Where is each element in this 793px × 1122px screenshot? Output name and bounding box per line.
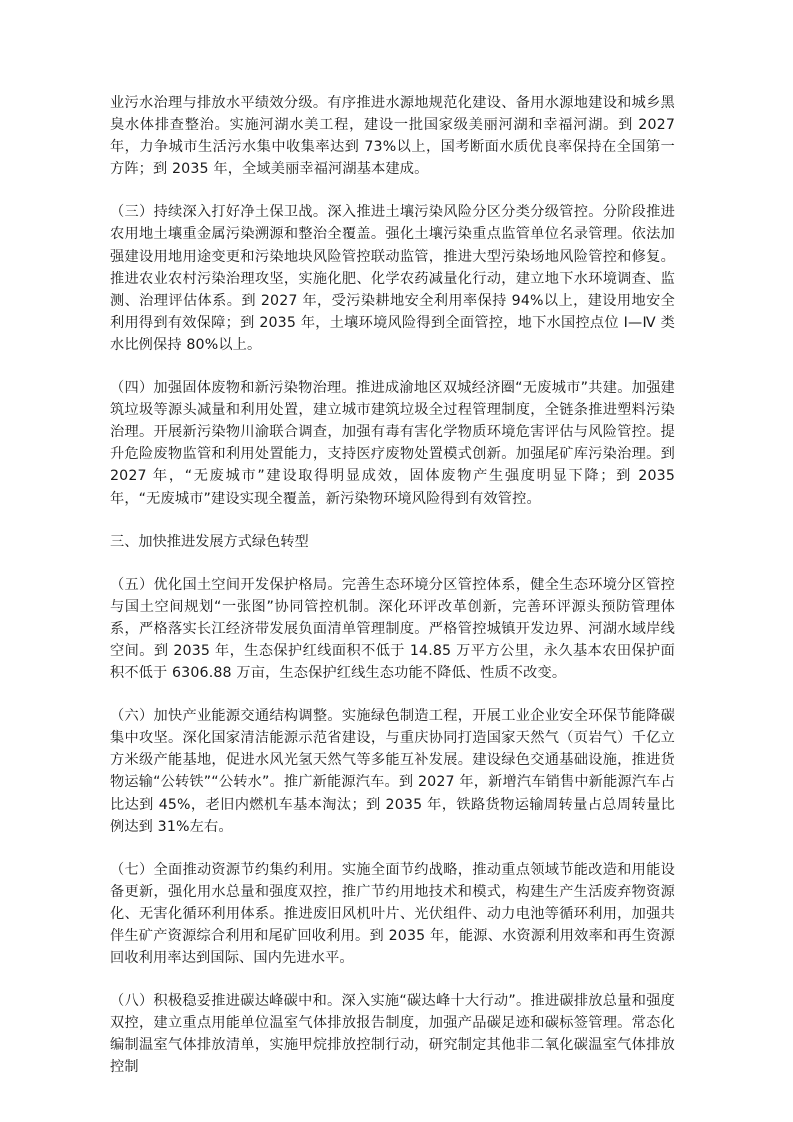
paragraph-carbon-peak: （八）积极稳妥推进碳达峰碳中和。深入实施“碳达峰十大行动”。推进碳排放总量和强度双控，建立重点用能单位温室气体排放报告制度，加强产品碳足迹和碳标签管理。常态化编制温室气体排放清单，实施甲烷排放控制行动，研究制定其他非二氧化碳温室气体排放控制: [110, 993, 675, 1076]
paragraph-industry-energy-transport: （六）加快产业能源交通结构调整。实施绿色制造工程，开展工业企业安全环保节能降碳集中攻坚。深化国家清洁能源示范省建设，与重庆协同打造国家天然气（页岩气）千亿立方米级产能基地，促进水风光氢天然气等多能互补发展。建设绿色交通基础设施，推进货物运输“公转铁”“公转水”。推广新能源汽车。到 2027 年，新增汽车销售中新能源汽车占比达到 45%，老旧内燃机车基本淘汰；到 2035 年，铁路货物运输周转量占总周转量比例达到 31%左右。: [110, 708, 675, 835]
paragraph-gap: [110, 684, 675, 705]
paragraph-resource-conservation: （七）全面推动资源节约集约利用。实施全面节约战略，推动重点领域节能改造和用能设备更新，强化用水总量和强度双控，推广节约用地技术和模式，构建生产生活废弃物资源化、无害化循环利用体系。推进废旧风机叶片、光伏组件、动力电池等循环利用，加强共伴生矿产资源综合利用和尾矿回收利用。到 2035 年，能源、水资源利用效率和再生资源回收利用率达到国际、国内先进水平。: [110, 861, 675, 967]
document-page: [110, 92, 675, 1079]
paragraph-gap: [110, 356, 675, 377]
paragraph-soil-protection: （三）持续深入打好净土保卫战。深入推进土壤污染风险分区分类分级管控。分阶段推进农用地土壤重金属污染溯源和整治全覆盖。强化土壤污染重点监管单位名录管理。依法加强建设用地用途变更和污染地块风险管控联动监管，推进大型污染场地风险管控和修复。推进农业农村污染治理攻坚，实施化肥、化学农药减量化行动，建立地下水环境调查、监测、治理评估体系。到 2027 年，受污染耕地安全利用率保持 94%以上，建设用地安全利用得到有效保障；到 2035 年，土壤环境风险得到全面管控，地下水国控点位 Ⅰ—Ⅳ 类水比例保持 80%以上。: [110, 204, 675, 353]
paragraph-gap: [110, 969, 675, 990]
paragraph-solid-waste: （四）加强固体废物和新污染物治理。推进成渝地区双城经济圈“无废城市”共建。加强建筑垃圾等源头减量和利用处置，建立城市建筑垃圾全过程管理制度，全链条推进塑料污染治理。开展新污染物川渝联合调查，加强有毒有害化学物质环境危害评估与风险管控。提升危险废物监管和利用处置能力，支持医疗废物处置模式创新。加强尾矿库污染治理。到 2027 年，“无废城市”建设取得明显成效，固体废物产生强度明显下降；到 2035 年，“无废城市”建设实现全覆盖，新污染物环境风险得到有效管控。: [110, 380, 675, 507]
paragraph-gap: [110, 180, 675, 201]
paragraph-gap: [110, 553, 675, 574]
section-heading-green-transformation: 三、加快推进发展方式绿色转型: [110, 533, 309, 550]
paragraph-land-space: （五）优化国土空间开发保护格局。完善生态环境分区管控体系，健全生态环境分区管控与国土空间规划“一张图”协同管控机制。深化环评改革创新，完善环评源头预防管理体系，严格落实长江经济带发展负面清单管理制度。严格管控城镇开发边界、河湖水域岸线空间。到 2035 年，生态保护红线面积不低于 14.85 万平方公里，永久基本农田保护面积不低于 6306.88 万亩，生态保护红线生态功能不降低、性质不改变。: [110, 576, 675, 682]
paragraph-water-pollution-continued: 业污水治理与排放水平绩效分级。有序推进水源地规范化建设、备用水源地建设和城乡黑臭水体排查整治。实施河湖水美工程，建设一批国家级美丽河湖和幸福河湖。到 2027 年，力争城市生活污水集中收集率达到 73%以上，国考断面水质优良率保持在全国第一方阵；到 2035 年，全域美丽幸福河湖基本建成。: [110, 95, 675, 178]
paragraph-gap: [110, 838, 675, 859]
paragraph-gap: [110, 510, 675, 531]
